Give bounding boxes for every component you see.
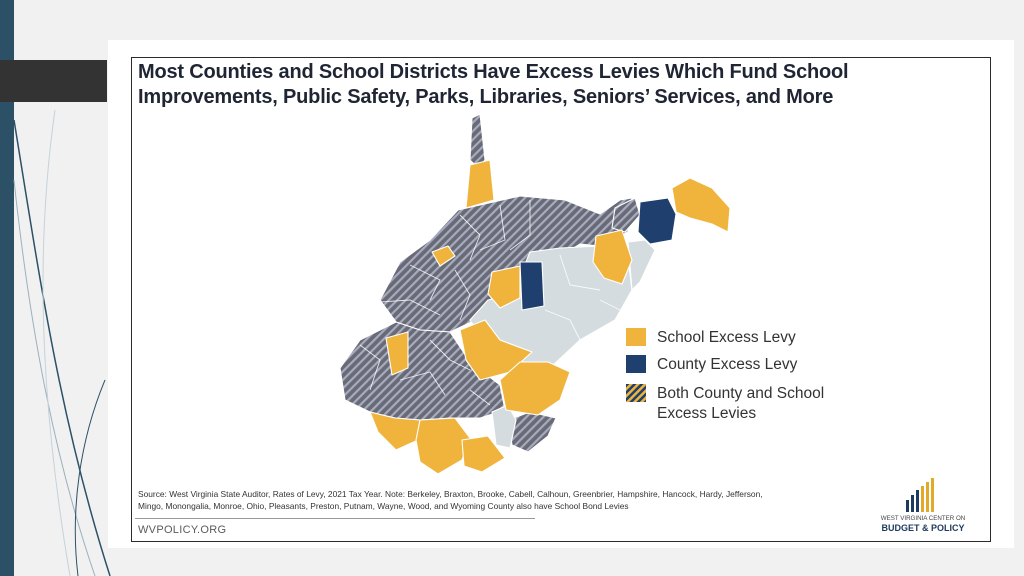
- legend-swatch-both: [626, 384, 646, 402]
- region-eastern-panhandle-school: [672, 178, 730, 232]
- title-line-2: Improvements, Public Safety, Parks, Libraries, Seniors’ Services, and More: [138, 86, 834, 108]
- legend-item-both-levies: [626, 384, 824, 424]
- bar-chart-logo-icon: [868, 476, 978, 514]
- region-wyoming-school: [416, 418, 470, 474]
- logo-text-line-1: WEST VIRGINIA CENTER ON: [880, 515, 966, 522]
- source-note: [138, 488, 868, 512]
- region-randolph-county: [520, 262, 544, 310]
- region-northern-panhandle-both: [470, 114, 485, 168]
- legend-label-both-line2: Excess Levies: [657, 405, 757, 422]
- legend-item-county-levy: [626, 355, 797, 375]
- region-panhandle-school: [466, 160, 494, 208]
- legend-label-both-line1: Both County and School: [657, 385, 825, 402]
- legend-swatch-school: [626, 328, 646, 346]
- legend-swatch-county: [626, 355, 646, 373]
- slide-tab-block: [0, 60, 107, 102]
- logo-text-line-2: BUDGET & POLICY: [881, 523, 965, 533]
- source-line-2: Mingo, Monongalia, Monroe, Ohio, Pleasants, Preston, Putnam, Wayne, Wood, and Wyoming County also have School Bond Levies: [138, 501, 629, 511]
- wvcbp-logo: [868, 476, 978, 536]
- legend-item-school-levy: [626, 328, 796, 348]
- source-line-1: Source: West Virginia State Auditor, Rates of Levy, 2021 Tax Year. Note: Berkeley, Braxton, Brooke, Cabell, Calhoun, Greenbrier, Hampshire, Hancock, Hardy, Jefferson,: [138, 489, 763, 499]
- wv-county-map: [330, 110, 740, 480]
- region-greenbrier-school: [500, 362, 570, 415]
- region-east-no-levy: [628, 240, 655, 290]
- source-divider: [135, 518, 535, 519]
- legend-label-both: [657, 384, 824, 424]
- title-line-1: Most Counties and School Districts Have Excess Levies Which Fund School: [138, 61, 849, 83]
- region-hampshire-county: [638, 198, 676, 244]
- figure-title: [138, 60, 938, 110]
- website-label: WVPOLICY.ORG: [138, 524, 227, 536]
- legend-label-county: County Excess Levy: [657, 356, 798, 373]
- legend-label-school: School Excess Levy: [657, 329, 796, 346]
